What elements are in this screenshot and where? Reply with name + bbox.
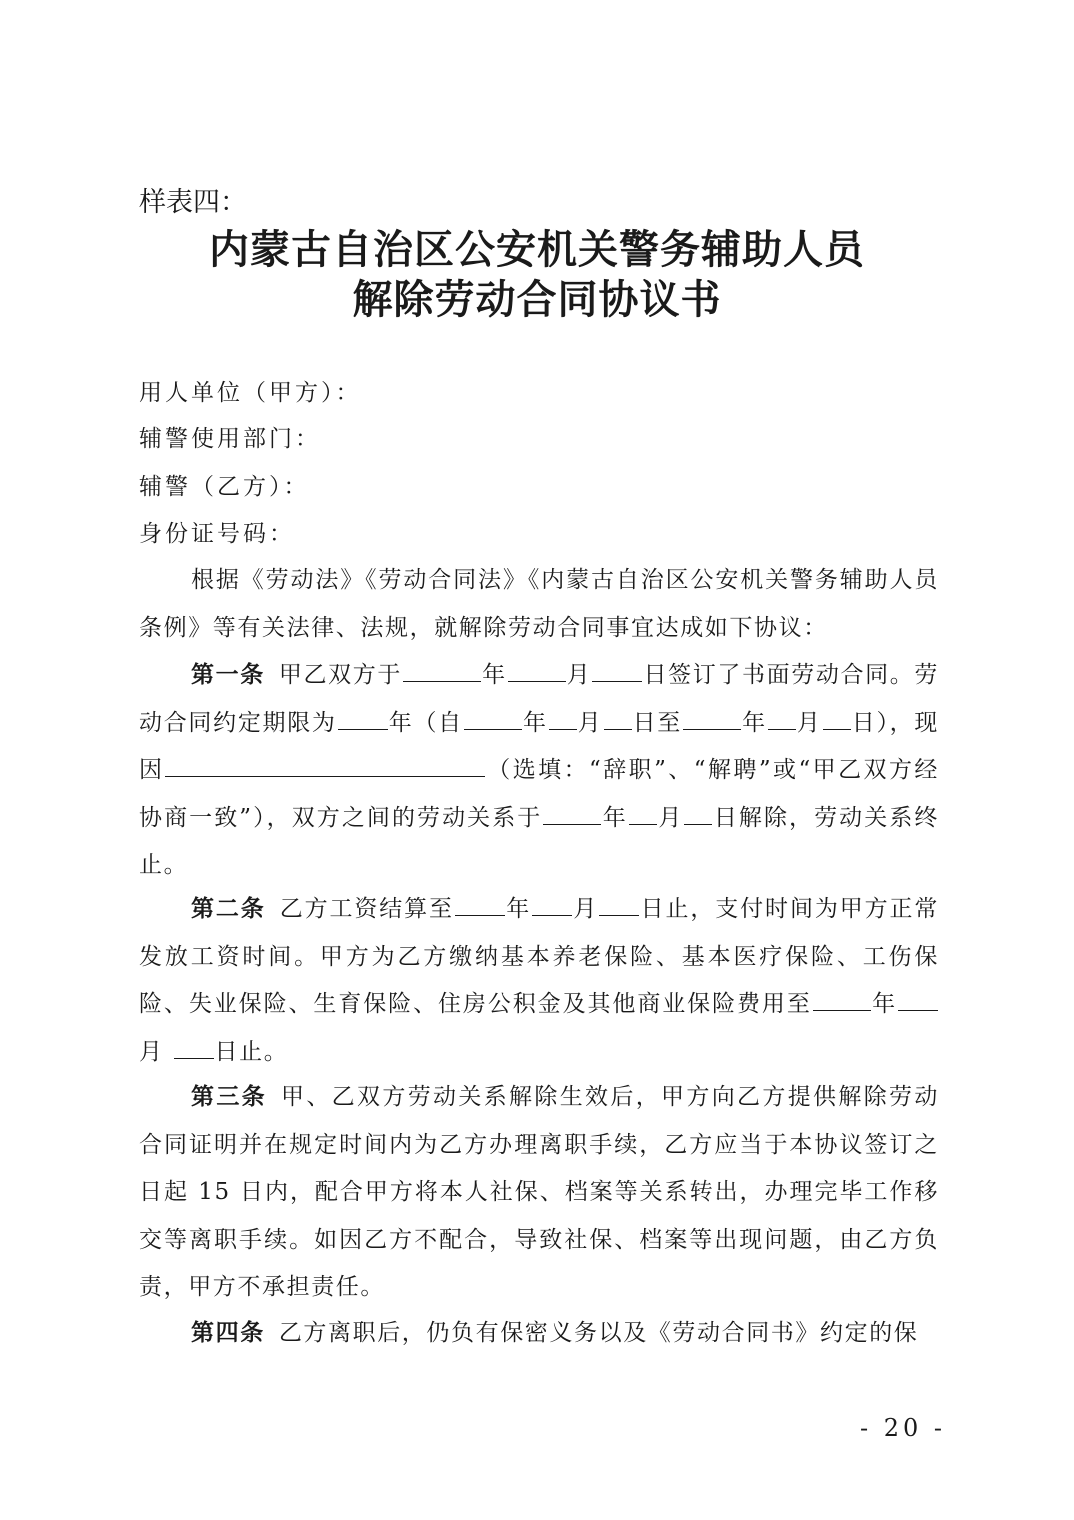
blank-line — [165, 750, 485, 777]
department-field: 辅警使用部门： — [139, 426, 321, 452]
article-2-text: 年 — [871, 991, 897, 1017]
auxiliary-police-field: 辅警（乙方）： — [139, 474, 310, 500]
article-1-text: 年（自 — [388, 709, 463, 736]
article-4 — [139, 1309, 939, 1358]
article-1-label: 第一条 — [191, 661, 265, 688]
article-1-text: 月 — [577, 709, 603, 736]
article-1-text: （选填：“辞职”、“解聘”或“甲乙双方经协商一致”），双方之间的劳动关系于 — [139, 757, 940, 831]
title-line-1: 内蒙古自治区公安机关警务辅助人员 — [209, 226, 865, 273]
title-line-2: 解除劳动合同协议书 — [352, 276, 722, 323]
blank-line — [403, 655, 481, 682]
article-1-text: 日签订了书面劳动合同。劳动合同约定期限为 — [139, 662, 940, 736]
blank-line — [898, 984, 938, 1011]
preamble-paragraph: 根据《劳动法》《劳动合同法》《内蒙古自治区公安机关警务辅助人员条例》等有关法律、法规，就解除劳动合同事宜达成如下协议： — [139, 567, 939, 641]
article-2 — [139, 885, 939, 1076]
blank-line — [455, 889, 505, 916]
article-4-text: 乙方离职后，仍负有保密义务以及《劳动合同书》约定的保 — [278, 1320, 919, 1346]
article-1-text: 年 — [742, 709, 767, 736]
article-2-text: 月 — [573, 896, 599, 922]
article-1-text: 年 — [522, 709, 548, 736]
article-2-text: 日止，支付时间为甲方正常发放工资时间。甲方为乙方缴纳基本养老保险、基本医疗保险、工伤保险、失业保险、生育保险、住房公积金及其他商业保险费用至 — [139, 896, 940, 1017]
article-1-text: 月 — [657, 804, 684, 831]
article-2-text: 乙方工资结算至 — [279, 896, 454, 922]
article-4-label: 第四条 — [191, 1319, 265, 1346]
blank-line — [508, 655, 566, 682]
article-1 — [139, 651, 939, 890]
article-3-label: 第三条 — [191, 1083, 268, 1110]
blank-line — [599, 889, 639, 916]
blank-line — [464, 703, 522, 730]
blank-line — [338, 703, 388, 730]
article-1-text: 甲乙双方于 — [278, 662, 403, 688]
article-3 — [139, 1073, 939, 1312]
blank-line — [823, 703, 851, 730]
blank-line — [174, 1032, 214, 1059]
article-1-text: 年 — [602, 804, 628, 831]
article-1-text: 日至 — [632, 709, 683, 736]
id-number-field: 身份证号码： — [139, 521, 295, 547]
blank-line — [549, 703, 577, 730]
employer-field: 用人单位（甲方）： — [139, 380, 362, 406]
blank-line — [592, 655, 642, 682]
blank-line — [768, 703, 796, 730]
page-number: - 20 - — [860, 1414, 947, 1442]
article-2-text: 月 — [139, 1038, 164, 1065]
article-1-text: 月 — [796, 709, 822, 736]
sample-label: 样表四： — [139, 187, 247, 218]
article-1-text: 年 — [482, 662, 507, 688]
blank-line — [532, 889, 572, 916]
article-1-text: 月 — [566, 662, 592, 688]
article-2-text: 年 — [505, 896, 532, 922]
blank-line — [629, 798, 657, 825]
article-2-label: 第二条 — [191, 895, 266, 922]
article-2-text: 日止。 — [214, 1038, 289, 1065]
article-3-text: 甲、乙双方劳动关系解除生效后，甲方向乙方提供解除劳动合同证明并在规定时间内为乙方办理离职手续，乙方应当于本协议签订之日起 15 日内，配合甲方将本人社保、档案等关系转出，办理完毕工作移交等离职手续。如因乙方不配合，导致社保、档案等出现问题，由乙方负责，甲方不承担责任。 — [139, 1084, 939, 1300]
article-1-text: 日解除，劳动关系终止。 — [139, 804, 939, 878]
blank-line — [604, 703, 632, 730]
blank-line — [684, 798, 712, 825]
blank-line — [543, 798, 601, 825]
blank-line — [813, 984, 871, 1011]
blank-line — [683, 703, 741, 730]
article-1-text: 日），现因 — [139, 709, 939, 783]
